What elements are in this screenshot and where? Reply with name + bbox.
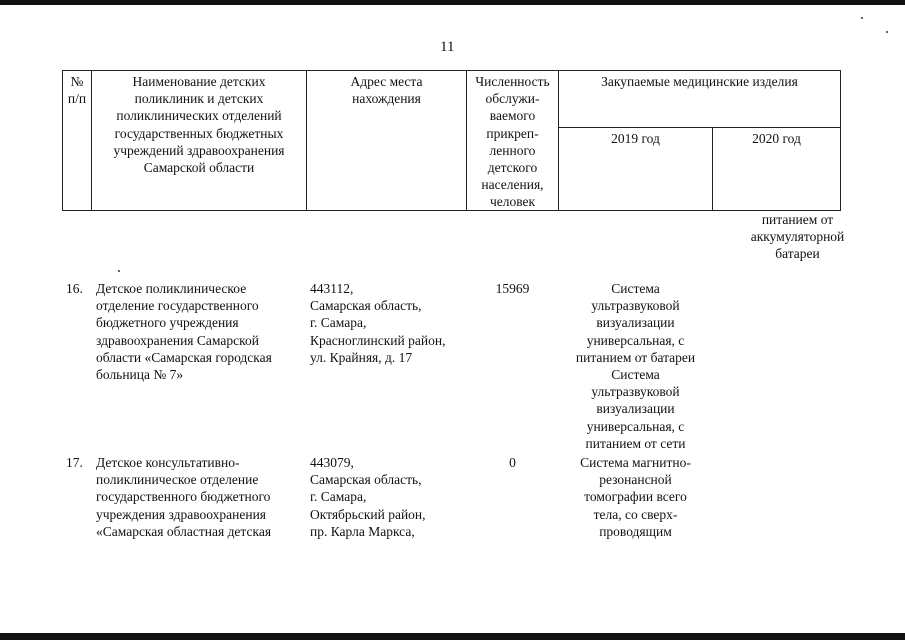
row-products-2019: Система магнитно- резонансной томографии всего тела, со сверх- проводящим — [580, 455, 691, 539]
header-name: Наименование детских поликлиник и детских поликлинических отделений государственных бюджетных учреждений здравоохранения Самарской области — [113, 74, 285, 176]
bottom-scan-edge — [0, 633, 905, 640]
header-address: Адрес места нахождения — [350, 74, 423, 107]
header-year-2020: 2020 год — [752, 131, 801, 146]
continuation-text: питанием от аккумуляторной батареи — [750, 212, 845, 262]
row-name: Детское консультативно- поликлиническое отделение государственного бюджетного учреждения здравоохранения «Самарская областная детская — [96, 455, 272, 539]
scan-speck — [861, 17, 863, 19]
scan-speck — [118, 270, 120, 272]
row-address: 443079, Самарская область, г. Самара, Октябрьский район, пр. Карла Маркса, — [310, 455, 426, 539]
row-number: 16. — [66, 281, 83, 296]
page-number: 11 — [440, 39, 455, 55]
header-number: № п/п — [67, 74, 87, 107]
row-population: 15969 — [495, 281, 530, 296]
top-scan-edge — [0, 0, 905, 5]
row-address: 443112, Самарская область, г. Самара, Красноглинский район, ул. Крайняя, д. 17 — [310, 281, 446, 365]
header-products: Закупаемые медицинские изделия — [601, 74, 798, 89]
row-population: 0 — [509, 455, 516, 470]
header-year-2019: 2019 год — [611, 131, 660, 146]
row-name: Детское поликлиническое отделение государственного бюджетного учреждения здравоохранения Самарской области «Самарская городская больница № 7» — [96, 281, 272, 383]
row-products-2019: Система ультразвуковой визуализации универсальная, с питанием от батареи Система ультразвуковой визуализации универсальная, с питанием от сети — [575, 281, 696, 451]
scan-speck — [886, 31, 888, 33]
row-number: 17. — [66, 455, 83, 470]
header-population: Численность обслужи- ваемого прикреп- ленного детского населения, человек — [475, 74, 550, 210]
